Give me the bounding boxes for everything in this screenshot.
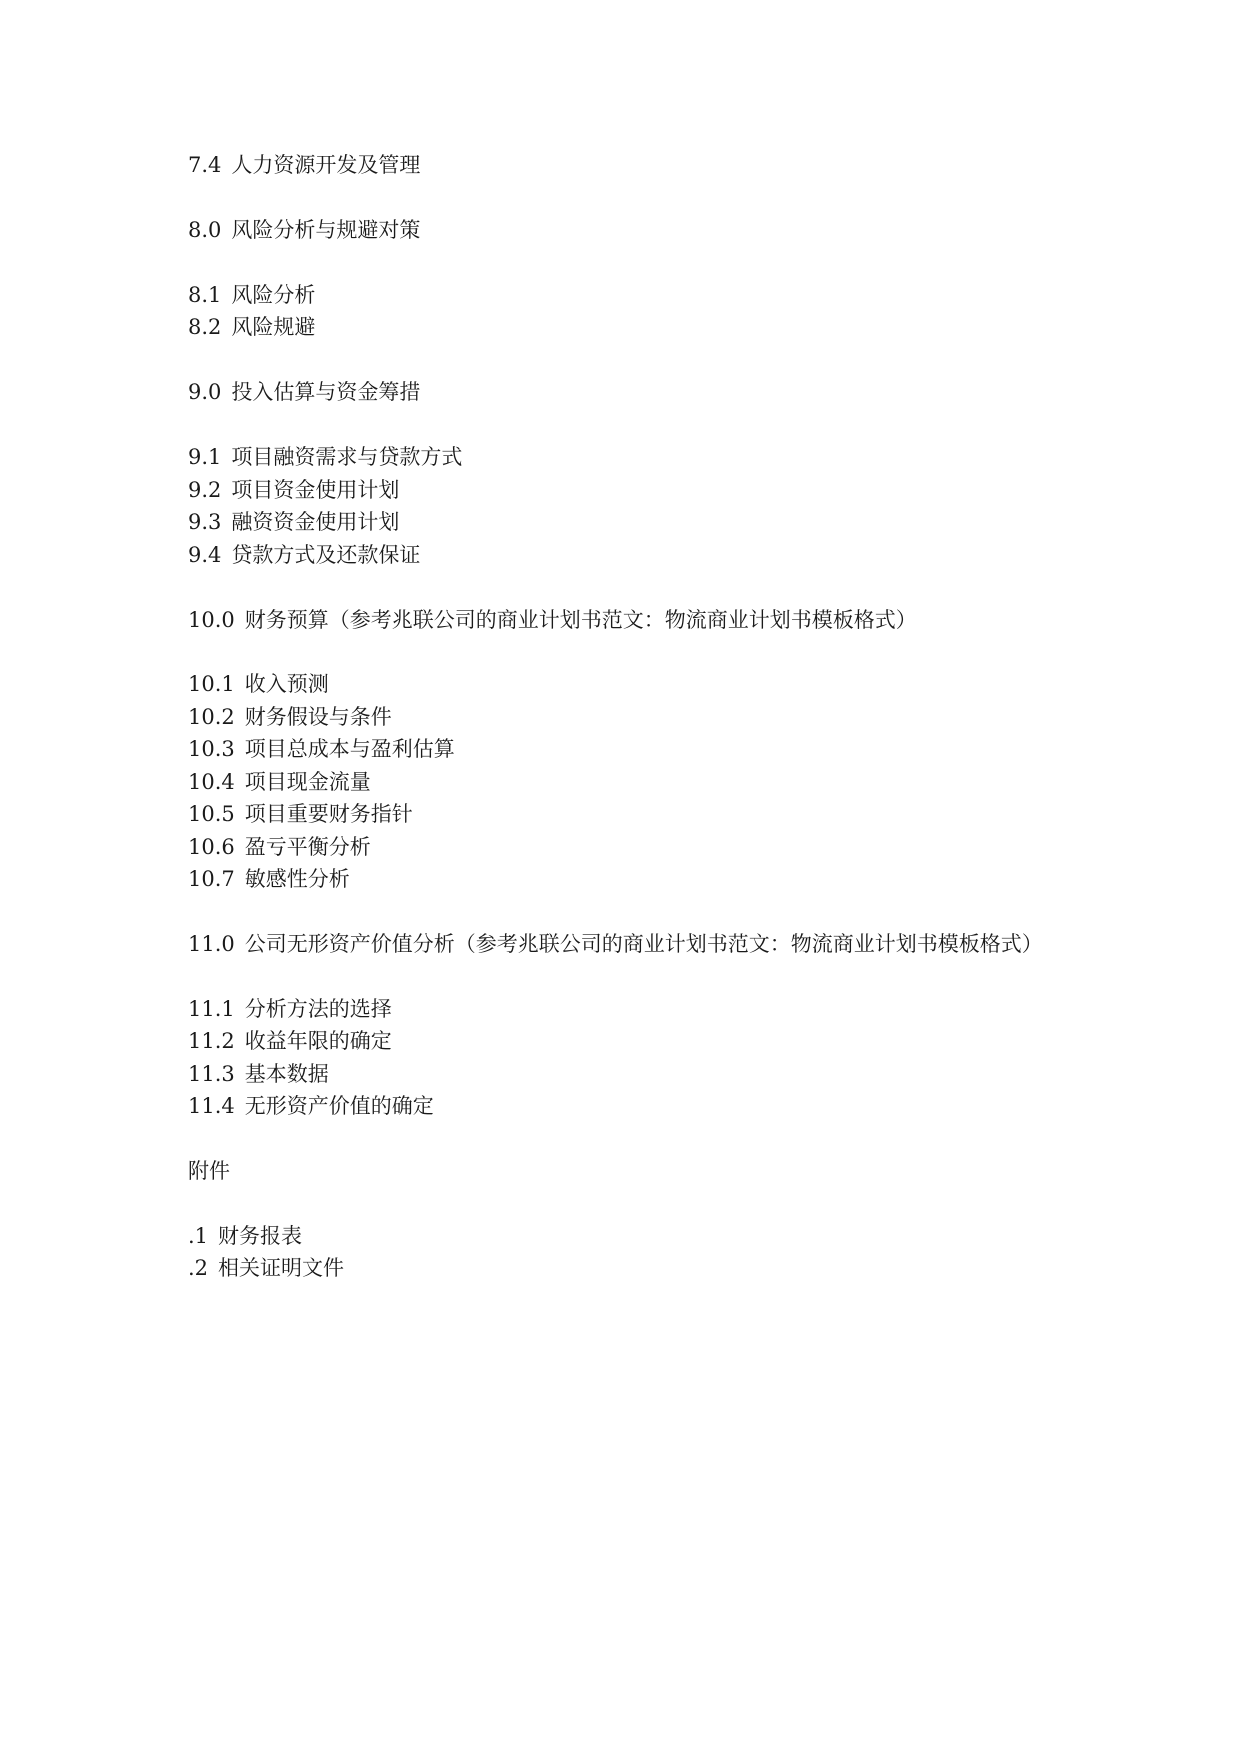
toc-number: 10.7 <box>188 867 235 891</box>
toc-text: 风险分析 <box>231 283 316 307</box>
toc-text: 财务假设与条件 <box>244 705 392 729</box>
toc-number: 10.0 <box>188 608 235 632</box>
toc-line <box>188 314 315 340</box>
toc-text: 项目现金流量 <box>244 770 371 794</box>
toc-number: .1 <box>188 1224 209 1248</box>
toc-number: 11.0 <box>188 932 235 956</box>
toc-text: 公司无形资产价值分析（参考兆联公司的商业计划书范文：物流商业计划书模板格式） <box>244 932 1043 956</box>
toc-number: 9.3 <box>188 510 222 534</box>
toc-text: 项目重要财务指针 <box>244 802 413 826</box>
toc-line <box>188 1158 230 1184</box>
toc-line <box>188 1255 344 1281</box>
toc-line <box>188 152 420 178</box>
toc-line <box>188 931 1043 957</box>
toc-text: 收益年限的确定 <box>244 1029 392 1053</box>
toc-number: 10.3 <box>188 737 235 761</box>
toc-number: 11.4 <box>188 1094 235 1118</box>
toc-text: 敏感性分析 <box>244 867 350 891</box>
toc-line <box>188 1223 302 1249</box>
toc-number: 8.1 <box>188 283 222 307</box>
toc-text: 项目融资需求与贷款方式 <box>231 445 463 469</box>
toc-line <box>188 607 917 633</box>
toc-number: 10.6 <box>188 835 235 859</box>
toc-line <box>188 801 413 827</box>
toc-number: 11.3 <box>188 1062 235 1086</box>
toc-number: 10.2 <box>188 705 235 729</box>
toc-text: 风险分析与规避对策 <box>231 218 421 242</box>
toc-line <box>188 769 371 795</box>
toc-line <box>188 444 462 470</box>
toc-text: 贷款方式及还款保证 <box>231 543 421 567</box>
toc-number: 9.2 <box>188 478 222 502</box>
toc-text: 项目总成本与盈利估算 <box>244 737 455 761</box>
toc-text: 基本数据 <box>244 1062 329 1086</box>
toc-line <box>188 834 371 860</box>
toc-line <box>188 477 399 503</box>
toc-text: 盈亏平衡分析 <box>244 835 371 859</box>
toc-text: 分析方法的选择 <box>244 997 392 1021</box>
toc-text: 相关证明文件 <box>218 1256 345 1280</box>
toc-number: 10.5 <box>188 802 235 826</box>
toc-number: 7.4 <box>188 153 222 177</box>
toc-text: 融资资金使用计划 <box>231 510 400 534</box>
toc-line <box>188 1028 392 1054</box>
toc-number: 8.2 <box>188 315 222 339</box>
toc-text: 无形资产价值的确定 <box>244 1094 434 1118</box>
toc-number: 11.2 <box>188 1029 235 1053</box>
toc-line <box>188 509 399 535</box>
toc-text: 风险规避 <box>231 315 316 339</box>
toc-text: 财务报表 <box>218 1224 303 1248</box>
toc-number: 9.0 <box>188 380 222 404</box>
toc-number: 10.1 <box>188 672 235 696</box>
toc-number: 9.1 <box>188 445 222 469</box>
toc-line <box>188 1061 329 1087</box>
toc-line <box>188 217 420 243</box>
toc-number: 9.4 <box>188 543 222 567</box>
toc-line <box>188 671 329 697</box>
toc-line <box>188 704 392 730</box>
toc-text: 财务预算（参考兆联公司的商业计划书范文：物流商业计划书模板格式） <box>244 608 917 632</box>
toc-line <box>188 379 420 405</box>
toc-number: 8.0 <box>188 218 222 242</box>
toc-line <box>188 736 455 762</box>
toc-text: 投入估算与资金筹措 <box>231 380 421 404</box>
toc-line <box>188 866 350 892</box>
toc-line <box>188 542 420 568</box>
toc-text: 人力资源开发及管理 <box>231 153 421 177</box>
toc-line <box>188 996 392 1022</box>
toc-line <box>188 1093 434 1119</box>
toc-text: 收入预测 <box>244 672 329 696</box>
toc-number: .2 <box>188 1256 209 1280</box>
toc-text: 项目资金使用计划 <box>231 478 400 502</box>
toc-number: 10.4 <box>188 770 235 794</box>
toc-number: 11.1 <box>188 997 235 1021</box>
toc-text: 附件 <box>188 1159 230 1183</box>
toc-line <box>188 282 315 308</box>
